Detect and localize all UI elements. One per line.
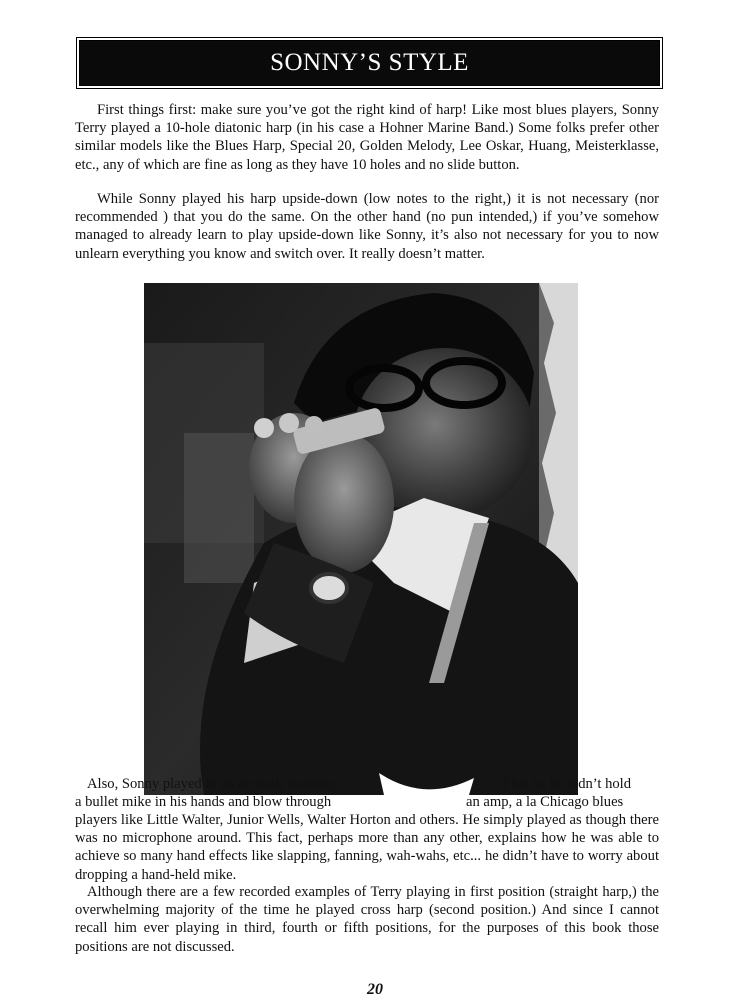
page-number: 20 <box>367 981 383 998</box>
positions-paragraph: Although there are a few recorded examples of Terry playing in first position (straight harp,) the overwhelming majority of the time he played cross harp (second position.) And since I cannot recall him ever playing in third, fourth or fifth positions, for the purposes of this book those positions are not discussed. <box>75 884 659 955</box>
intro-paragraph: First things first: make sure you’ve got the right kind of harp! Like most blues players, Sonny Terry played a 10-hole diatonic harp (in his case a Hohner Marine Band.) Some folks prefer other similar models like the Blues Harp, Special 20, Golden Melody, Lee Oskar, Huang, Meisterklasse, etc., any of which are fine as long as they have 10 holes and no slide button. <box>75 102 659 173</box>
upside-down-paragraph: While Sonny played his harp upside-down (low notes to the right,) it is not necessary (nor recommended ) that you do the same. On the other hand (no pun intended,) if you’ve somehow managed to already learn to play upside-down like Sonny, it’s also not necessary for you to now unlearn everything you know and switch over. It really doesn’t matter. <box>75 191 659 262</box>
sonny-terry-photo <box>144 283 578 795</box>
wrap-line-1-left: Also, Sonny played in an acoustic manner. <box>87 776 336 792</box>
page-title: SONNY’S STYLE <box>270 49 469 76</box>
acoustic-paragraph-rest: players like Little Walter, Junior Wells, Walter Horton and others. He simply played as though there was no microphone around. This fact, perhaps more than any other, explains how he was able to achieve so many hand effects like slapping, fanning, wah-wahs, etc... he didn’t have to worry about dropping a hand-held mike. <box>75 812 659 883</box>
wrap-line-1-right: That is, he didn’t hold <box>502 776 632 792</box>
wrap-line-2-left: a bullet mike in his hands and blow through <box>75 794 332 810</box>
wrap-line-2-right: an amp, a la Chicago blues <box>466 794 624 810</box>
section-title-banner <box>79 40 660 86</box>
